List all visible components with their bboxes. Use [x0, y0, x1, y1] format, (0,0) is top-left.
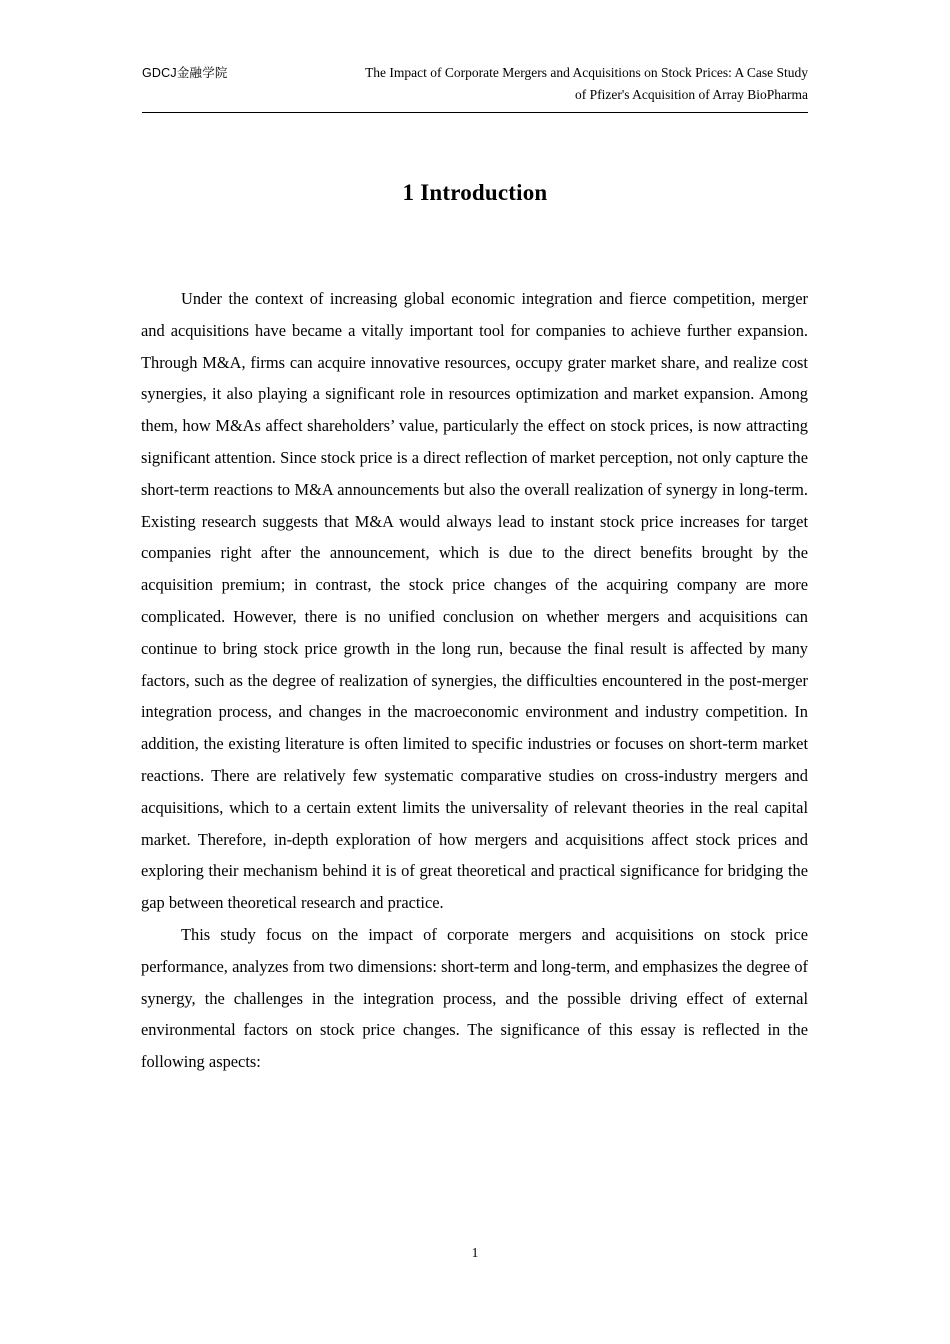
body-paragraph-2: This study focus on the impact of corporate mergers and acquisitions on stock price performance, analyzes from two dimensions: short-term and long-term, and emphasizes the degree of synergy, the challenges in the integration process, and the possible driving effect of external environmental factors on stock price changes. The significance of this essay is reflected in the following aspects:	[141, 924, 808, 1072]
header-institution-name: GDCJ金融学院	[142, 66, 228, 80]
running-header	[142, 62, 808, 105]
header-divider-rule	[142, 112, 808, 113]
header-title-line-2: of Pfizer's Acquisition of Array BioPharma	[574, 86, 808, 102]
header-title-line-1: The Impact of Corporate Mergers and Acquisitions on Stock Prices: A Case Study	[365, 65, 808, 80]
body-content	[141, 283, 808, 1078]
section-heading: 1 Introduction	[402, 180, 548, 206]
page-number: 1	[471, 1245, 479, 1260]
header-row	[142, 62, 808, 105]
header-title-block	[228, 62, 808, 105]
body-paragraph-1: Under the context of increasing global economic integration and fierce competition, merger and acquisitions have became a vitally important tool for companies to achieve further expansion. Through M&A, firms can acquire innovative resources, occupy grater market share, and realize cost synergies, it also playing a significant role in resources optimization and market expansion. Among them, how M&As affect shareholders’ value, particularly the effect on stock prices, is now attracting significant attention. Since stock price is a direct reflection of market perception, not only capture the short-term reactions to M&A announcements but also the overall realization of synergy in long-term. Existing research suggests that M&A would always lead to instant stock price increases for target companies right after the announcement, which is due to the direct benefits brought by the acquisition premium; in contrast, the stock price changes of the acquiring company are more complicated. However, there is no unified conclusion on whether mergers and acquisitions can continue to bring stock price growth in the long run, because the final result is affected by many factors, such as the degree of realization of synergies, the difficulties encountered in the post-merger integration process, and changes in the macroeconomic environment and industry competition. In addition, the existing literature is often limited to specific industries or focuses on short-term market reactions. There are relatively few systematic comparative studies on cross-industry mergers and acquisitions, which to a certain extent limits the universality of relevant theories in the real capital market. Therefore, in-depth exploration of how mergers and acquisitions affect stock prices and exploring their mechanism behind it is of great theoretical and practical significance for bridging the gap between theoretical research and practice.	[141, 289, 808, 913]
